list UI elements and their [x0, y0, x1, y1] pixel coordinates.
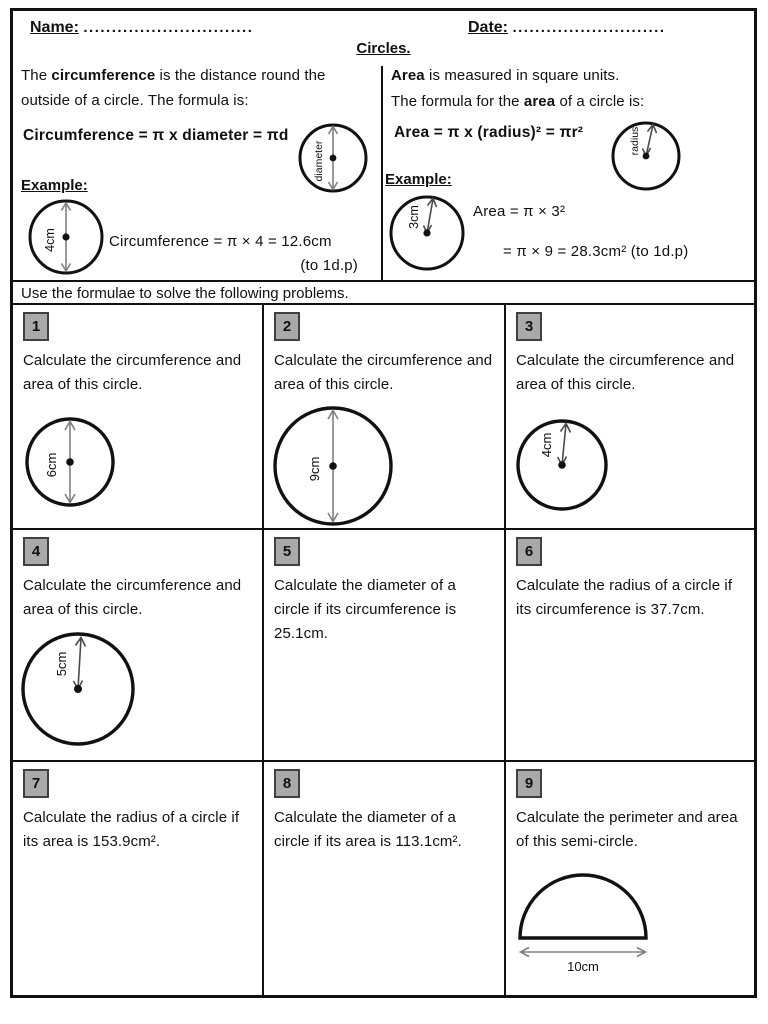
right-example-label: Example: — [385, 171, 452, 188]
problem-8 — [264, 762, 506, 995]
circle-diameter-9cm-diagram — [269, 403, 397, 529]
problem-text: Calculate the circumference and area of this circle. — [516, 352, 735, 393]
circumference-example-rounding: (to 1d.p) — [300, 257, 358, 274]
problem-3 — [506, 305, 754, 530]
problem-number-badge: 8 — [274, 769, 300, 798]
problem-text: Calculate the radius of a circle if its circumference is 37.7cm. — [516, 577, 733, 618]
dimension-label: 3cm — [407, 205, 421, 229]
example-circle-4cm — [25, 197, 107, 277]
problem-1 — [13, 305, 264, 530]
area-example-calc1: Area = π × 3² — [473, 203, 566, 220]
circle-radius-5cm-diagram — [19, 630, 137, 748]
problem-6 — [506, 530, 754, 762]
diameter-label: diameter — [313, 140, 325, 182]
date-dotted-line: ........................... — [512, 19, 666, 36]
circle-radius-4cm-diagram — [514, 417, 610, 513]
circumference-intro: The circumference is the distance round the outside of a circle. The formula is: — [21, 67, 326, 109]
name-field — [30, 19, 253, 37]
example-circle-3cm — [387, 193, 467, 273]
circumference-formula: Circumference = π x diameter = πd — [23, 127, 289, 144]
problem-number-badge: 1 — [23, 312, 49, 341]
problem-text: Calculate the perimeter and area of this semi-circle. — [516, 809, 738, 850]
problem-number-badge: 4 — [23, 537, 49, 566]
dimension-label: 6cm — [44, 452, 59, 478]
problem-text: Calculate the circumference and area of this circle. — [274, 352, 493, 393]
dimension-label: 9cm — [307, 456, 322, 482]
circle-diameter-6cm-diagram — [23, 415, 117, 509]
column-divider — [381, 66, 383, 280]
problem-number-badge: 3 — [516, 312, 542, 341]
dimension-label: 10cm — [567, 959, 599, 974]
problem-number-badge: 2 — [274, 312, 300, 341]
dimension-label: 5cm — [54, 651, 69, 677]
radius-diagram — [609, 119, 683, 193]
problem-text: Calculate the diameter of a circle if its area is 113.1cm². — [274, 809, 462, 850]
problem-number-badge: 9 — [516, 769, 542, 798]
dimension-label: 4cm — [539, 432, 554, 458]
diameter-diagram — [296, 121, 370, 195]
radius-label: radius — [629, 126, 641, 156]
instruction-text: Use the formulae to solve the following problems. — [13, 280, 754, 305]
problem-number-badge: 5 — [274, 537, 300, 566]
semicircle-10cm-diagram — [514, 872, 652, 976]
problem-text: Calculate the radius of a circle if its area is 153.9cm². — [23, 809, 240, 850]
problem-9 — [506, 762, 754, 995]
dimension-label: 4cm — [43, 228, 57, 252]
problem-5 — [264, 530, 506, 762]
date-field — [468, 19, 666, 37]
left-example-label: Example: — [21, 177, 88, 194]
problems-grid — [13, 305, 754, 995]
problem-text: Calculate the circumference and area of this circle. — [23, 352, 242, 393]
problem-2 — [264, 305, 506, 530]
date-label: Date: — [468, 19, 509, 36]
problem-4 — [13, 530, 264, 762]
area-intro-line1: Area is measured in square units. — [391, 67, 620, 84]
circumference-example-calc: Circumference = π × 4 = 12.6cm — [109, 233, 332, 250]
problem-number-badge: 6 — [516, 537, 542, 566]
name-dotted-line: .............................. — [83, 19, 254, 36]
worksheet-border — [10, 8, 757, 998]
name-label: Name: — [30, 19, 79, 36]
page-title: Circles. — [356, 40, 411, 57]
problem-number-badge: 7 — [23, 769, 49, 798]
area-example-calc2: = π × 9 = 28.3cm² (to 1d.p) — [503, 243, 689, 260]
problem-text: Calculate the diameter of a circle if its circumference is 25.1cm. — [274, 577, 457, 642]
problem-7 — [13, 762, 264, 995]
problem-text: Calculate the circumference and area of this circle. — [23, 577, 242, 618]
area-formula: Area = π x (radius)² = πr² — [394, 124, 584, 141]
area-intro-line2: The formula for the area of a circle is: — [391, 93, 645, 110]
